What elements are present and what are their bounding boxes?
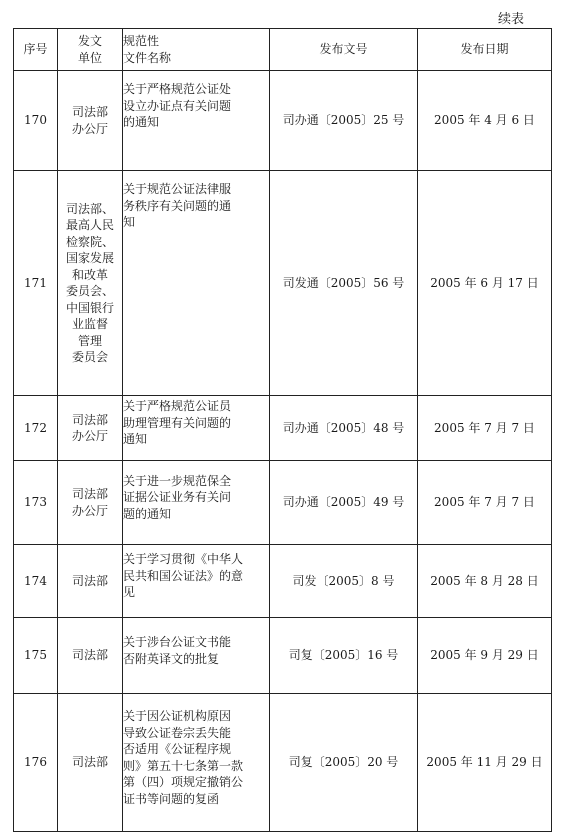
cell-doc-name [123,461,270,545]
cell-doc-no: 司办通〔2005〕25 号 [270,71,418,171]
doc-name-line: 否附英译文的批复 [123,651,220,666]
doc-name-line: 知 [123,215,136,229]
unit-line: 司法部 [71,755,108,770]
doc-name-text [123,398,269,448]
table-row [14,618,552,694]
doc-name-line: 关于学习贯彻《中华人 [123,552,244,567]
header-name-line: 文件名称 [123,50,172,65]
header-name [123,29,270,71]
cell-unit [58,71,123,171]
doc-name-line: 题的通知 [123,506,172,521]
unit-line: 司法部 [71,412,108,427]
unit-line: 业监督 [71,317,108,331]
table-row [14,396,552,461]
unit-line: 国家发展 [65,251,114,265]
header-unit-line: 单位 [77,50,102,65]
cell-seq: 172 [14,396,58,461]
doc-name-line: 设立办证点有关问题 [123,98,232,113]
cell-doc-name [123,171,270,396]
doc-name-line: 证据公证业务有关问 [123,490,232,505]
header-name-line: 规范性 [123,34,160,48]
doc-name-line: 务秩序有关问题的通 [123,198,232,213]
doc-name-line: 否适用《公证程序规 [123,742,232,756]
header-seq: 序号 [14,29,58,71]
cell-seq: 171 [14,171,58,396]
unit-line: 司法部、 [65,201,114,216]
cell-unit [58,694,123,832]
unit-line: 和改革 [71,267,108,282]
cell-seq: 170 [14,71,58,171]
cell-seq: 176 [14,694,58,832]
doc-name-line: 证书等问题的复函 [123,791,220,806]
cell-doc-name [123,71,270,171]
cell-doc-name [123,618,270,694]
cell-doc-no: 司发通〔2005〕56 号 [270,171,418,396]
doc-name-line: 助理管理有关问题的 [123,415,232,430]
unit-line: 司法部 [71,105,108,119]
table-row [14,171,552,396]
cell-doc-name [123,396,270,461]
header-unit-line: 发文 [77,34,102,48]
regulation-table [13,28,552,832]
unit-line: 司法部 [71,573,108,588]
doc-name-line: 关于严格规范公证处 [123,82,232,96]
doc-name-text [123,473,269,523]
table-row [14,694,552,832]
cell-doc-no: 司办通〔2005〕48 号 [270,396,418,461]
unit-line: 委员会 [71,350,108,364]
doc-name-text [123,181,269,231]
cell-unit [58,396,123,461]
cell-seq: 173 [14,461,58,545]
table-row [14,461,552,545]
unit-line: 司法部 [71,487,108,501]
continued-label: 续表 [498,12,525,27]
table-body [14,71,552,832]
table-header [14,29,552,71]
cell-unit [58,461,123,545]
doc-name-line: 关于规范公证法律服 [123,182,232,196]
cell-doc-name [123,694,270,832]
doc-name-line: 见 [123,585,136,600]
cell-doc-no: 司发〔2005〕8 号 [270,545,418,618]
header-doc-no: 发布文号 [270,29,418,71]
cell-date: 2005 年 8 月 28 日 [418,545,552,618]
doc-name-line: 关于因公证机构原因 [123,709,232,723]
unit-line: 管理 [77,333,102,348]
cell-date: 2005 年 9 月 29 日 [418,618,552,694]
doc-name-text [123,708,269,807]
doc-name-line: 则》第五十七条第一款 [123,758,244,773]
unit-line: 办公厅 [71,503,108,518]
cell-date: 2005 年 11 月 29 日 [418,694,552,832]
doc-name-line: 关于涉台公证文书能 [123,635,232,649]
unit-line: 最高人民 [65,218,114,232]
table-row [14,71,552,171]
unit-line: 办公厅 [71,121,108,136]
cell-unit [58,171,123,396]
cell-date: 2005 年 7 月 7 日 [418,396,552,461]
header-date: 发布日期 [418,29,552,71]
unit-line: 委员会、 [65,284,114,298]
table-row [14,545,552,618]
doc-name-line: 民共和国公证法》的意 [123,568,244,583]
unit-line: 司法部 [71,648,108,663]
doc-name-line: 导致公证卷宗丢失能 [123,725,232,740]
doc-name-line: 关于进一步规范保全 [123,473,232,488]
cell-date: 2005 年 7 月 7 日 [418,461,552,545]
cell-seq: 175 [14,618,58,694]
cell-date: 2005 年 6 月 17 日 [418,171,552,396]
doc-name-text [123,634,269,667]
unit-line: 办公厅 [71,429,108,443]
cell-doc-no: 司办通〔2005〕49 号 [270,461,418,545]
doc-name-text [123,551,269,601]
cell-date: 2005 年 4 月 6 日 [418,71,552,171]
cell-doc-name [123,545,270,618]
header-unit [58,29,123,71]
cell-doc-no: 司复〔2005〕16 号 [270,618,418,694]
doc-name-line: 第（四）项规定撤销公 [123,775,244,789]
doc-name-text [123,81,269,131]
unit-line: 中国银行 [65,300,114,315]
doc-name-line: 的通知 [123,115,160,129]
header-row [14,29,552,71]
cell-unit [58,618,123,694]
cell-unit [58,545,123,618]
unit-line: 检察院、 [65,234,114,249]
cell-seq: 174 [14,545,58,618]
doc-name-line: 关于严格规范公证员 [123,399,232,414]
doc-name-line: 通知 [123,432,148,447]
cell-doc-no: 司复〔2005〕20 号 [270,694,418,832]
